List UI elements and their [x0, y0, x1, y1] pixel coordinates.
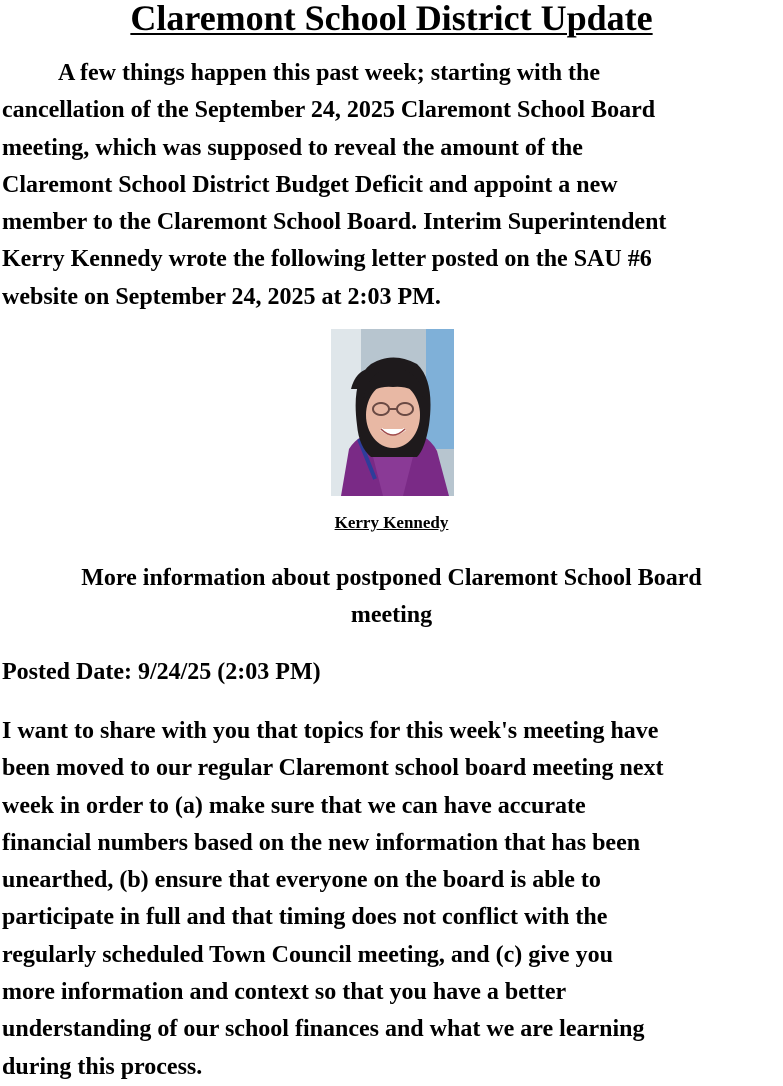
body-line: I want to share with you that topics for this week's meeting have: [2, 718, 659, 744]
subheading-line: More information about postponed Claremont School Board: [81, 565, 702, 591]
body-line: more information and context so that you have a better: [2, 979, 567, 1006]
page-title: Claremont School District Update: [130, 0, 653, 38]
subheading-line: meeting: [350, 602, 433, 628]
body-line: been moved to our regular Claremont school board meeting next: [2, 755, 664, 782]
body-line: during this process.: [2, 1053, 203, 1080]
body-line: regularly scheduled Town Council meeting, and (c) give you: [2, 941, 613, 968]
intro-line: website on September 24, 2025 at 2:03 PM.: [2, 283, 441, 310]
intro-paragraph: [2, 55, 783, 316]
intro-line: A few things happen this past week; starting with the: [58, 60, 601, 86]
photo-caption: Kerry Kennedy: [334, 513, 449, 532]
intro-line: Kerry Kennedy wrote the following letter posted on the SAU #6: [2, 246, 652, 273]
portrait-illustration: [331, 329, 454, 496]
body-line: unearthed, (b) ensure that everyone on the board is able to: [2, 867, 601, 894]
article-subheading: [0, 560, 783, 634]
letter-body: [2, 713, 783, 1086]
body-line: financial numbers based on the new information that has been: [2, 829, 641, 856]
intro-line: meeting, which was supposed to reveal the amount of the: [2, 134, 583, 161]
intro-line: cancellation of the September 24, 2025 Claremont School Board: [2, 97, 656, 124]
body-line: week in order to (a) make sure that we can have accurate: [2, 792, 586, 819]
body-line: understanding of our school finances and what we are learning: [2, 1016, 645, 1043]
intro-line: member to the Claremont School Board. Interim Superintendent: [2, 209, 667, 236]
body-line: participate in full and that timing does not conflict with the: [2, 904, 608, 931]
posted-date: Posted Date: 9/24/25 (2:03 PM): [2, 659, 321, 685]
intro-line: Claremont School District Budget Deficit and appoint a new: [2, 171, 618, 198]
portrait-photo: [331, 329, 454, 496]
